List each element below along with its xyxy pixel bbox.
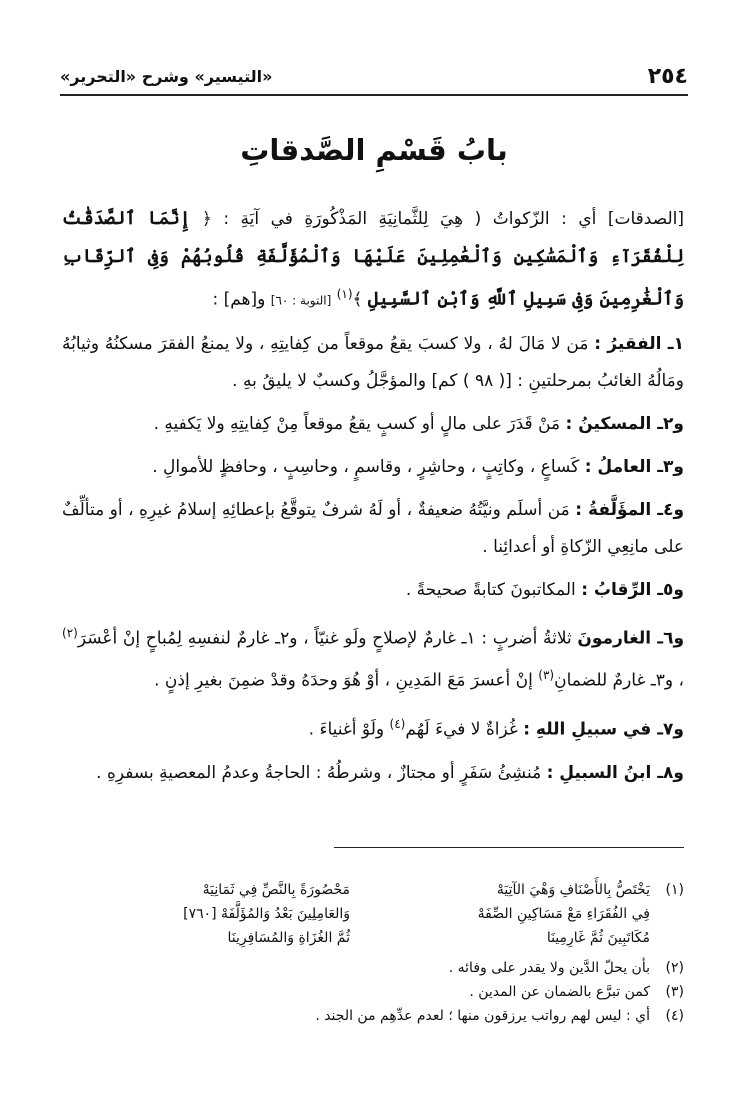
item-text: كَساعٍ ، وكاتِبٍ ، وحاشِرٍ ، وقاسمٍ ، وحاسِبٍ ، وحافظٍ للأموالِ . [152,456,580,477]
item-4 [62,492,684,566]
item-3 [62,449,684,486]
running-title: «التيسير» وشرح «التحرير» [60,66,273,86]
page-number: ٢٥٤ [647,63,688,89]
main-text [62,200,684,798]
item-text: مَن أسلَم ونيَّتُهُ ضعيفةٌ ، أو لَهُ شرفٌ يتوقَّعُ بإعطائِهِ إسلامُ غيرِهِ ، أو متألِّفٌ على مانِعِي الزّكاةِ أو أعدائِنا . [62,499,684,557]
footnote-mark-1: (١) [336,287,353,301]
item-text: مَنْ قَدَرَ على مالٍ أو كسبٍ يقعُ موقعاً مِنْ كِفايتِهِ ولا يَكفيهِ . [153,413,561,434]
verse-line: مَحْصُورَةً بِالنَّصِّ فِي ثَمَانِيَهْ [202,882,350,898]
verse-line: ثُمَّ الغُزَاةِ وَالمُسَافِرِينَا [227,930,350,946]
item-7 [62,706,684,749]
intro-tail: و[هم] : [212,289,266,310]
footnote-mark-4: (٤) [389,716,406,731]
footnote-4 [60,1004,684,1028]
chapter-title: بابُ قَسْمِ الصَّدقاتِ [240,133,508,167]
footnote-number: (٤) [665,1008,684,1024]
item-text: إنْ أعسرَ مَعَ المَدِينِ ، أوْ هُوَ وحدَهُ وقدْ ضمِنَ بغيرِ إذنٍ . [154,670,533,691]
footnote-text: كمن تبرَّع بالضمان عن المدين . [469,984,650,1000]
footnote-text: بأن يحلّ الدَّين ولا يقدر على وفائه . [448,960,650,976]
item-text: المكاتبونَ كتابةً صحيحةً . [405,579,576,600]
item-text: غُزاةٌ لا فيءَ لَهُم [405,719,518,740]
item-label: و٦ـ الغارمونَ [577,628,685,649]
verse-line: يَخْتَصُّ بِالأَصْنَافِ وَهْيَ الآتِيَهْ [496,882,650,898]
footnote-number: (١) [665,882,684,898]
item-label: ١ـ الفقيرُ : [594,333,684,354]
footnotes [60,878,684,1028]
item-5 [62,572,684,609]
footnote-1 [60,878,684,950]
item-label: و٤ـ المؤَلَّفةُ : [575,499,685,520]
footnote-number: (٣) [665,984,684,1000]
quran-verse: إِنَّمَا ٱلصَّدَقَٰتُ لِلْفُقَرَآءِ وَٱلْمَسَٰكِينِ وَٱلْعَٰمِلِينَ عَلَيْهَا وَٱلْمُؤَلَّفَةِ قُلُوبُهُمْ وَفِى ٱلرِّقَابِ وَٱلْغَٰرِمِينَ وَفِى سَبِيلِ ٱللَّهِ وَٱبْنِ ٱلسَّبِيلِ [62,208,684,310]
poem-first-hemistichs [360,878,650,950]
item-label: و٥ـ الرِّقابُ : [581,579,684,600]
item-8 [62,755,684,792]
item-text: ولَوْ أغنياءَ . [308,719,385,740]
poem-second-hemistichs [60,878,350,950]
item-text: ثلاثةُ أضربٍ : ١ـ غارمٌ لإصلاحٍ ولَو غنيّاً ، و٢ـ غارمٌ لنفسِهِ لِمُباحٍ إنْ أعْسَرَ [77,628,572,649]
footnote-3 [60,980,684,1004]
footnote-separator [334,847,684,848]
verse-reference: [التوبة : ٦٠] [270,293,332,308]
footnote-mark-2: (٢) [62,625,78,640]
verse-line: مُكَاتَبِينَ ثُمَّ غَارِمِينَا [546,930,650,946]
page-header [60,58,688,96]
item-label: و٨ـ ابنُ السبيلِ : [546,762,684,783]
item-text: مُنشِئُ سَفَرٍ أو مجتازٌ ، وشرطُهُ : الحاجةُ وعدمُ المعصيةِ بسفرِهِ . [96,762,542,783]
item-text: مَن لا مَالَ لهُ ، ولا كسبَ يقعُ موقعاً من كِفايتِهِ ، ولا يمنعُ الفقرَ مسكنُهُ وثيابُهُ ومَالُهُ الغائبُ بمرحلتينِ : [( ٩٨ ) كم] والمؤجَّلُ وكسبٌ لا يليقُ بهِ . [62,333,684,391]
item-label: و٢ـ المسكينُ : [565,413,684,434]
item-1 [62,326,684,400]
verse-line: فِي الفُقَرَاءِ مَعْ مَسَاكِينِ الصِّفَهْ [477,906,650,922]
item-text: ، و٣ـ غارمٌ للضمانِ [554,670,684,691]
verse-line: وَالعَامِلِينَ بَعْدُ وَالمُؤَلَّفَهْ [٧٦٠] [183,906,350,922]
intro-close: ﴾ [352,289,363,310]
item-2 [62,406,684,443]
footnote-poem [60,878,650,950]
item-label: و٣ـ العاملُ : [584,456,684,477]
item-label: و٧ـ في سبيلِ اللهِ : [523,719,684,740]
item-6 [62,615,684,700]
footnote-mark-3: (٣) [538,668,555,683]
intro-lead: [الصدقات] أي : الزّكواتُ ( هِيَ لِلثَّمانِيَةِ المَذْكُورَةِ في آيَةِ : ﴿ [201,209,684,229]
footnote-text: أي : ليس لهم رواتب يرزقون منها ؛ لعدم عدِّهِم من الجند . [315,1008,650,1024]
intro-paragraph [62,200,684,320]
footnote-number: (٢) [665,960,684,976]
footnote-2 [60,956,684,980]
